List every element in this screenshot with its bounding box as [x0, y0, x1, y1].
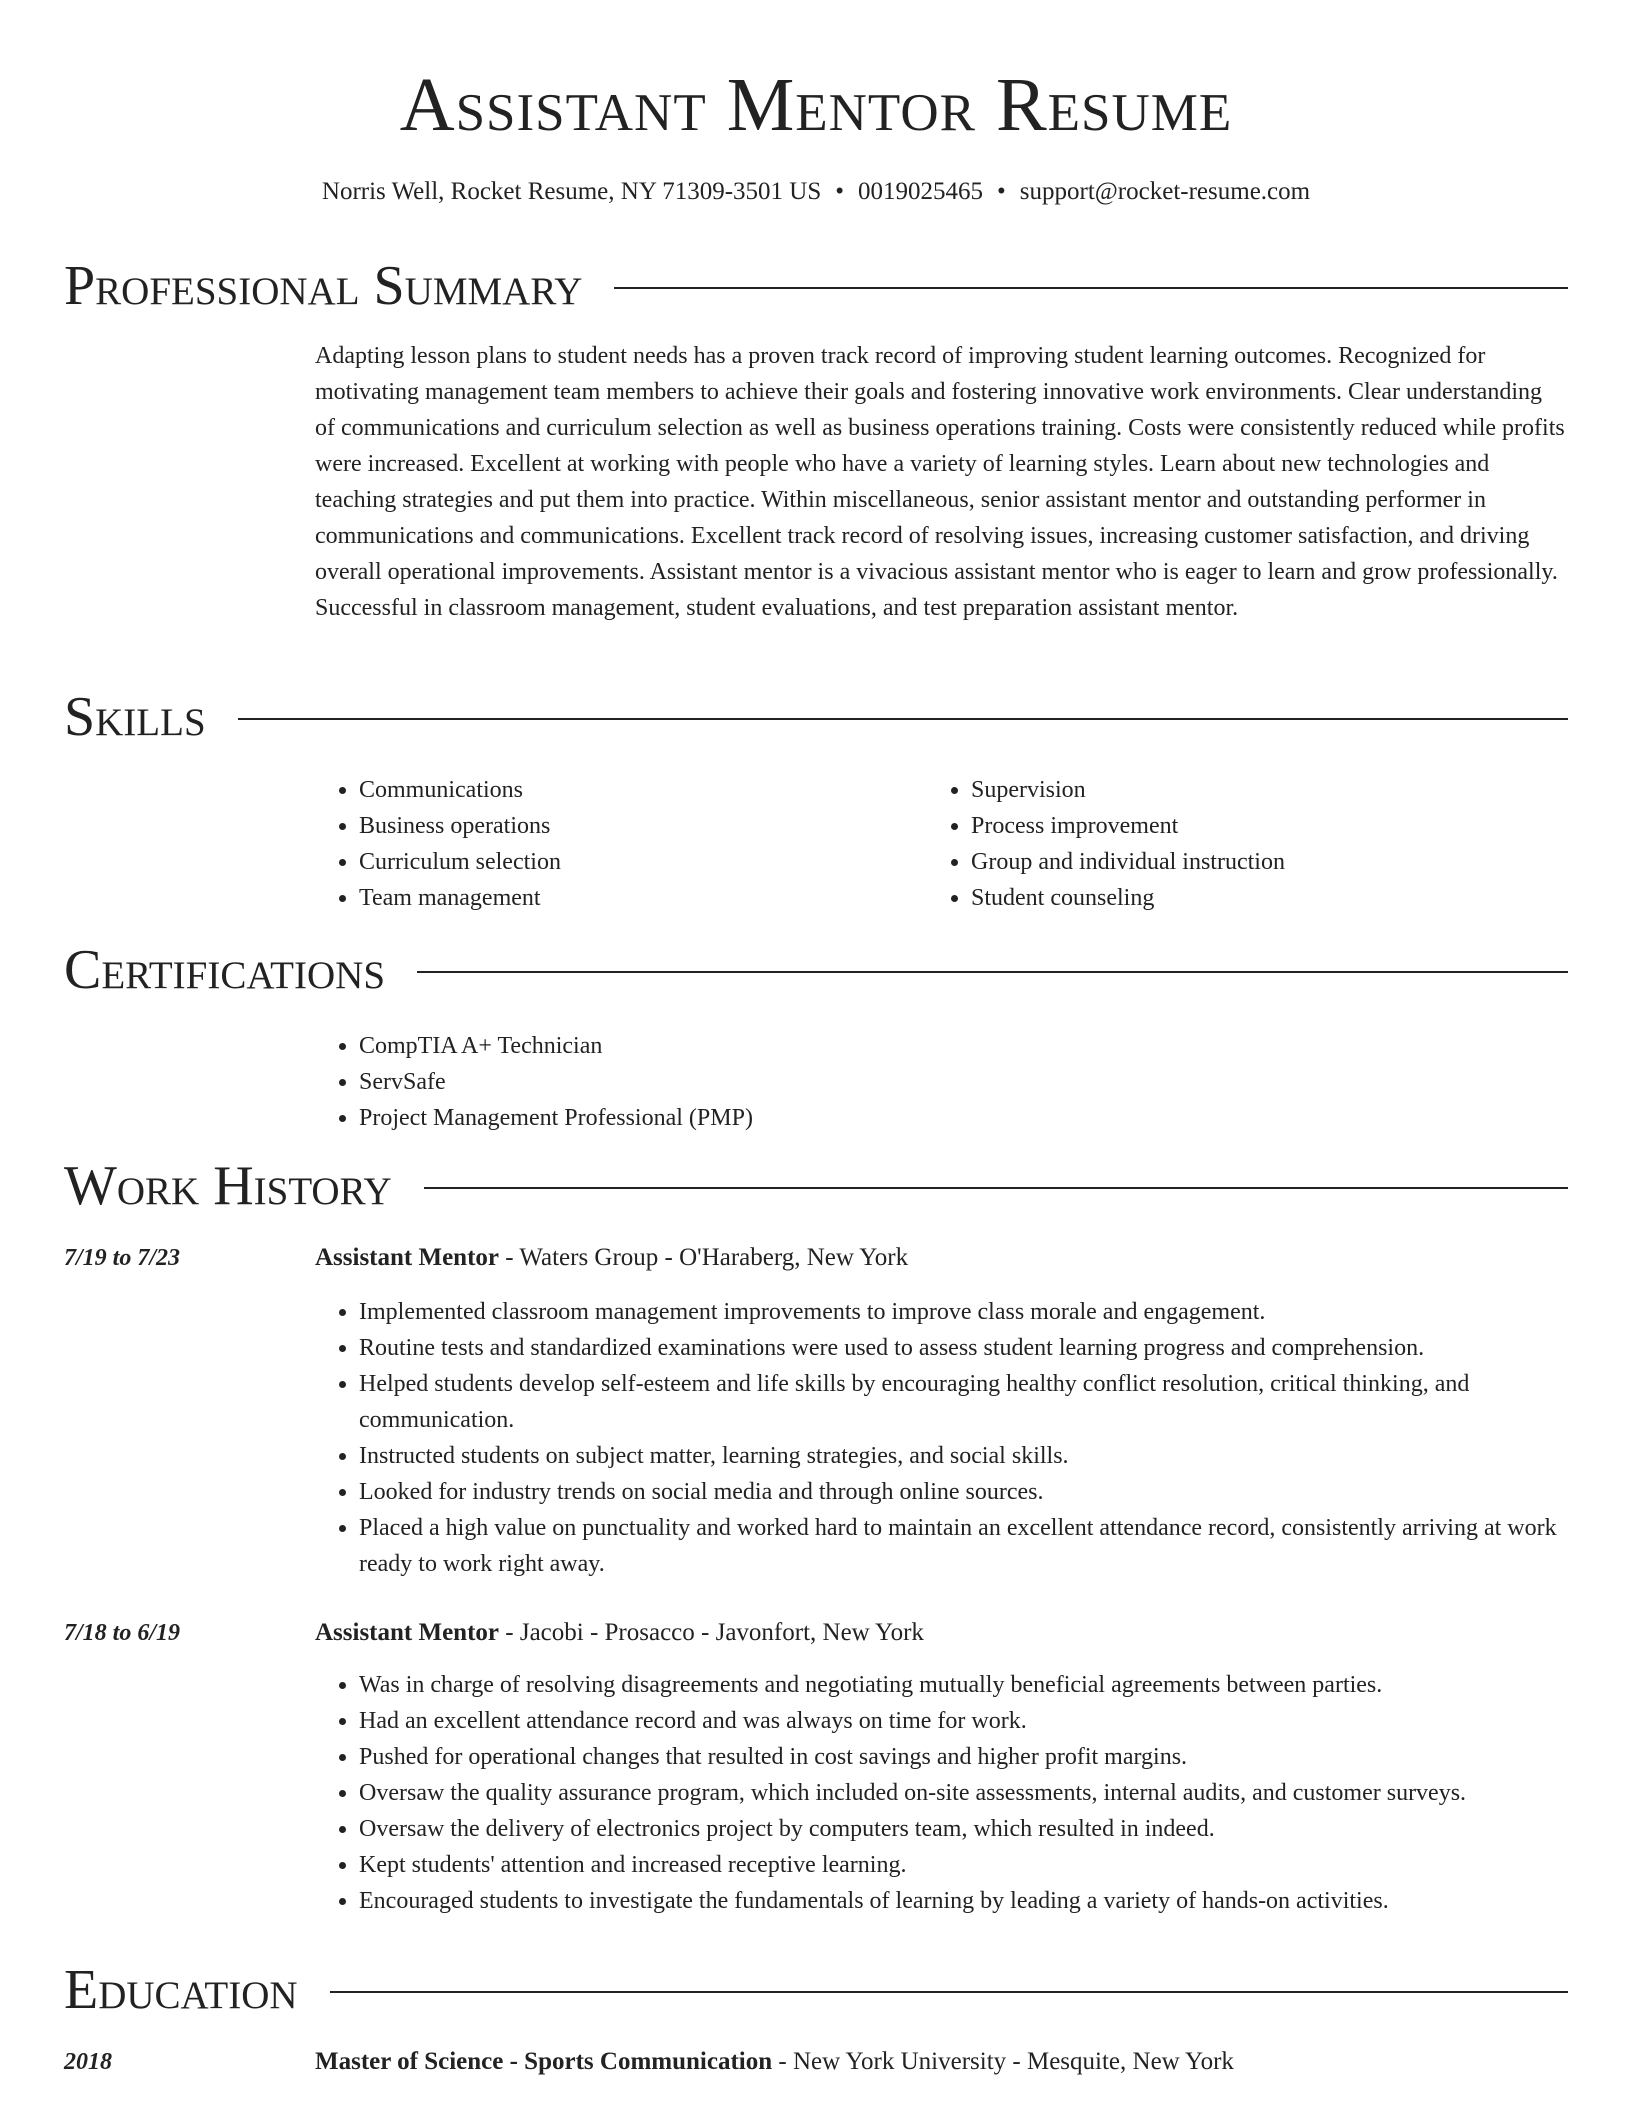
contact-address: Norris Well, Rocket Resume, NY 71309-3501 US: [321, 178, 822, 205]
job-duty-item: • Instructed students on subject matter, learning strategies, and social skills.: [359, 1438, 1566, 1474]
job-duty-item: • Kept students' attention and increased receptive learning.: [359, 1847, 1566, 1883]
section-divider: [614, 287, 1568, 289]
job-duty-item: • Was in charge of resolving disagreements and negotiating mutually beneficial agreements between parties.: [359, 1667, 1566, 1703]
section-title-education: [64, 1958, 1568, 2022]
section-title-summary: [64, 254, 1568, 318]
certification-item: • Project Management Professional (PMP): [359, 1100, 1565, 1136]
education-school: - New York University - Mesquite, New York: [772, 2048, 1234, 2075]
section-title-text: Skills: [64, 686, 206, 748]
certification-item: • CompTIA A+ Technician: [359, 1028, 1565, 1064]
education-year: 2018: [64, 2049, 112, 2075]
job-dates: 7/18 to 6/19: [64, 1620, 181, 1646]
job-duties-list: [315, 1667, 1566, 1919]
certifications-block: [315, 1028, 1565, 1136]
contact-email: support@rocket-resume.com: [1019, 178, 1311, 205]
job-duty-item: • Helped students develop self-esteem and life skills by encouraging healthy conflict resolution, critical thinking, and communication.: [359, 1366, 1566, 1438]
contact-phone: 0019025465: [858, 178, 984, 205]
resume-title: Assistant Mentor Resume: [399, 63, 1233, 147]
section-title-skills: [64, 685, 1568, 749]
job-duty-item: • Oversaw the quality assurance program, which included on-site assessments, internal audits, and customer surveys.: [359, 1775, 1566, 1811]
skill-item: • Group and individual instruction: [971, 844, 1567, 880]
job-duty-item: • Placed a high value on punctuality and worked hard to maintain an excellent attendance record, consistently arriving at work ready to work right away.: [359, 1510, 1566, 1582]
skills-column-right: [927, 772, 1567, 916]
certifications-list: [315, 1028, 1565, 1136]
skill-item: • Curriculum selection: [359, 844, 915, 880]
summary-text: Adapting lesson plans to student needs has a proven track record of improving student learning outcomes. Recognized for motivating management team members to achieve their goals and fostering innovative work environments. Clear understanding of communications and curriculum selection as well as business operations training. Costs were consistently reduced while profits were increased. Excellent at working with people who have a variety of learning styles. Learn about new technologies and teaching strategies and put them into practice. Within miscellaneous, senior assistant mentor and outstanding performer in communications and communications. Excellent track record of resolving issues, increasing customer satisfaction, and driving overall operational improvements. Assistant mentor is a vivacious assistant mentor who is eager to learn and grow professionally. Successful in classroom management, student evaluations, and test preparation assistant mentor.: [315, 343, 1565, 621]
job-duty-item: • Encouraged students to investigate the fundamentals of learning by leading a variety of hands-on activities.: [359, 1883, 1566, 1919]
skill-item: • Communications: [359, 772, 915, 808]
job-duty-item: • Routine tests and standardized examinations were used to assess student learning progress and comprehension.: [359, 1330, 1566, 1366]
job-duties-list: [315, 1294, 1566, 1582]
section-divider: [330, 1991, 1568, 1993]
job-dates: 7/19 to 7/23: [64, 1245, 181, 1271]
skills-list-right: [927, 772, 1567, 916]
skill-item: • Business operations: [359, 808, 915, 844]
job-duty-item: • Looked for industry trends on social media and through online sources.: [359, 1474, 1566, 1510]
job-duty-item: • Oversaw the delivery of electronics project by computers team, which resulted in indeed.: [359, 1811, 1566, 1847]
skill-item: • Student counseling: [971, 880, 1567, 916]
job-duty-item: • Had an excellent attendance record and was always on time for work.: [359, 1703, 1566, 1739]
skill-item: • Team management: [359, 880, 915, 916]
job-heading: [315, 1240, 908, 1276]
section-divider: [238, 718, 1568, 720]
skill-item: • Process improvement: [971, 808, 1567, 844]
job-role: Assistant Mentor: [315, 1619, 500, 1646]
contact-separator: •: [997, 178, 1006, 205]
job-duty-item: • Implemented classroom management improvements to improve class morale and engagement.: [359, 1294, 1566, 1330]
skill-item: • Supervision: [971, 772, 1567, 808]
certification-item: • ServSafe: [359, 1064, 1565, 1100]
contact-line: [0, 176, 1632, 208]
education-heading: [315, 2044, 1234, 2080]
section-divider: [417, 971, 1568, 973]
job-heading: [315, 1615, 924, 1651]
section-title-work-history: [64, 1154, 1568, 1218]
job-duty-item: • Pushed for operational changes that resulted in cost savings and higher profit margins.: [359, 1739, 1566, 1775]
section-title-text: Certifications: [64, 939, 386, 1001]
section-title-text: Work History: [64, 1155, 392, 1217]
section-title-text: Professional Summary: [64, 255, 583, 317]
section-title-text: Education: [64, 1959, 298, 2021]
job-employer: - Jacobi - Prosacco - Javonfort, New York: [499, 1619, 924, 1646]
skills-list-left: [315, 772, 915, 916]
section-divider: [424, 1187, 1568, 1189]
section-title-certifications: [64, 938, 1568, 1002]
job-duties: [315, 1294, 1566, 1582]
job-duties: [315, 1667, 1566, 1919]
skills-column-left: [315, 772, 915, 916]
job-role: Assistant Mentor: [315, 1244, 500, 1271]
contact-separator: •: [835, 178, 845, 205]
job-employer: - Waters Group - O'Haraberg, New York: [499, 1244, 909, 1271]
education-degree: Master of Science - Sports Communication: [315, 2048, 773, 2075]
